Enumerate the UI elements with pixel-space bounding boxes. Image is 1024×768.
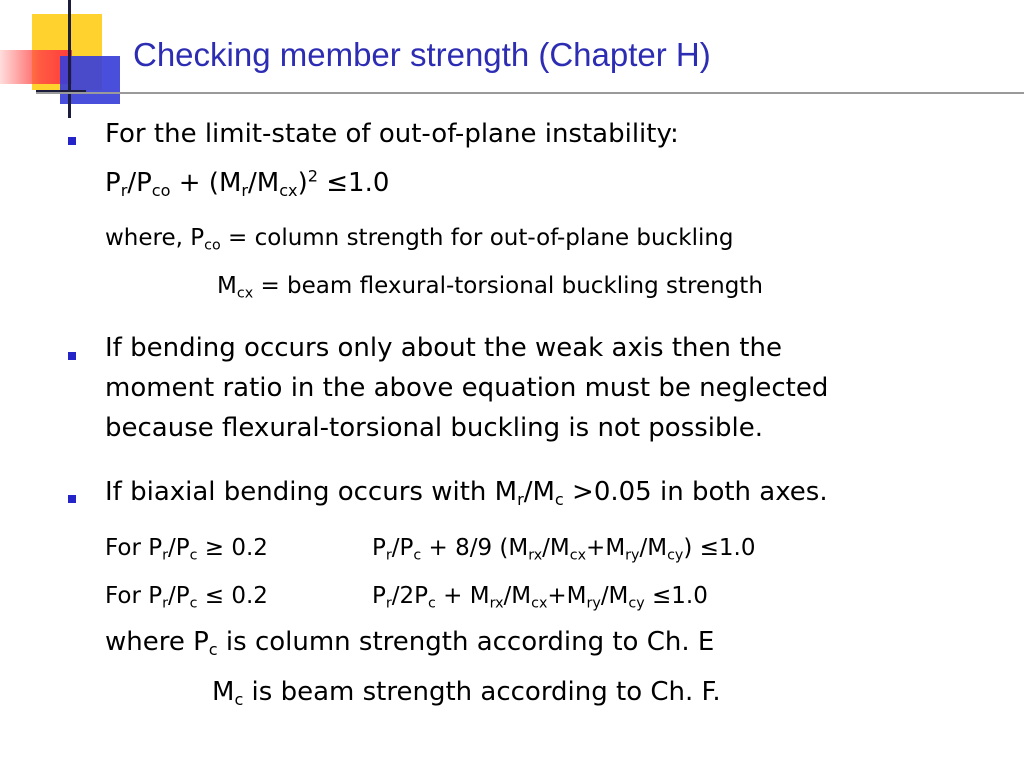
bullet1-where-mcx: $M_{cx}$ = beam flexural-torsional buckling strength — [217, 273, 763, 302]
bullet1-text: For the limit-state of out-of-plane instability: — [105, 119, 679, 149]
bullet2-line: If bending occurs only about the weak axis then the — [105, 333, 782, 363]
decor-vertical-line — [68, 0, 71, 118]
bullet-square-icon — [68, 352, 76, 360]
bullet1-where-pco: where, $P_{co}$ = column strength for out-of-plane buckling — [105, 225, 734, 254]
bullet1-equation: $P_r/P_{co} + (M_r/M_{cx})^2 \le 1.0$ — [105, 166, 390, 200]
title-underline — [36, 92, 1024, 94]
bullet-square-icon — [68, 137, 76, 145]
case1-condition: For $P_r/P_c \ge 0.2$ — [105, 535, 268, 564]
bullet3-where-mc: $M_c$ is beam strength according to Ch. F. — [212, 677, 721, 709]
bullet3-where-pc: where $P_c$ is column strength according to Ch. E — [105, 627, 715, 659]
bullet-square-icon — [68, 495, 76, 503]
bullet3-text: If biaxial bending occurs with $M_r/M_c >0.05$ in both axes. — [105, 477, 828, 509]
bullet2-line: because flexural-torsional buckling is not possible. — [105, 413, 764, 443]
case1-equation: $P_r/P_c + 8/9$ $(M_{rx}/M_{cx}+M_{ry}/M_{cy}) \le 1.0$ — [372, 535, 756, 564]
bullet2-line: moment ratio in the above equation must be neglected — [105, 373, 829, 403]
case2-equation: $P_r/2P_c + M_{rx}/M_{cx}+M_{ry}/M_{cy} \le 1.0$ — [372, 583, 708, 612]
slide-title: Checking member strength (Chapter H) — [133, 36, 711, 73]
case2-condition: For $P_r/P_c \le 0.2$ — [105, 583, 268, 612]
